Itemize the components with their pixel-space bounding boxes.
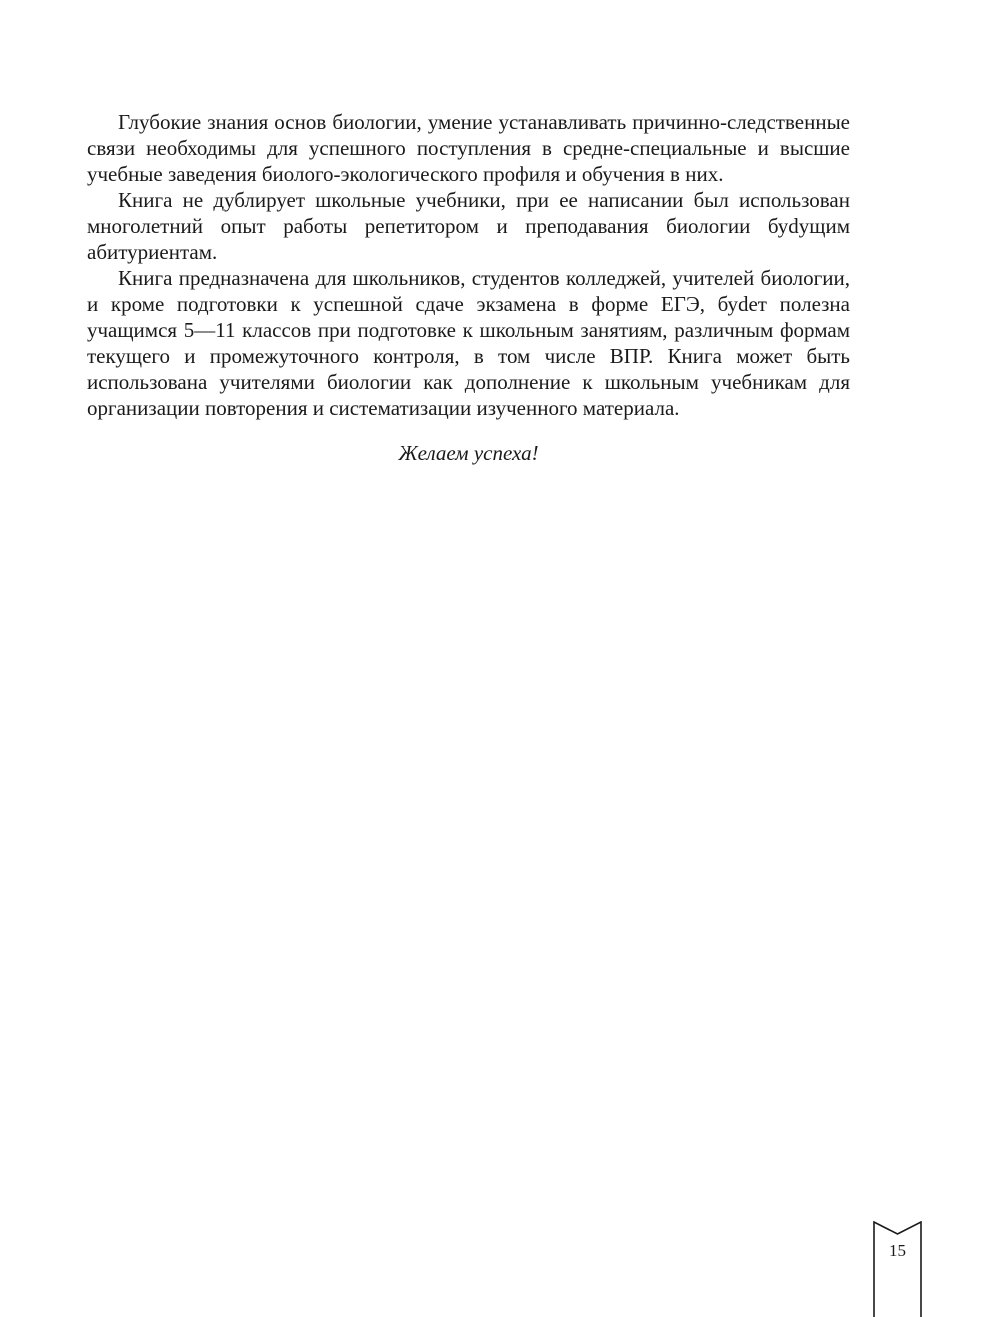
page-number-tab bbox=[873, 1221, 922, 1317]
paragraph-intro: Глубокие знания основ биологии, умение устанавливать причинно-следственные связи необходимы для успешного поступления в средне-специальные и высшие учебные заведения биолого-экологического профиля и обучения в них. bbox=[87, 110, 850, 186]
page-tab-outline bbox=[873, 1221, 922, 1317]
closing-wish: Желаем успеха! bbox=[398, 441, 539, 465]
paragraph-audience: Книга предназначена для школьников, студентов колледжей, учителей биологии, и кроме подготовки к успешной сдаче экзамена в форме ЕГЭ, буdет полезна учащимся 5—11 классов при подготовке к школьным занятиям, различным формам текущего и промежуточного контроля, в том числе ВПР. Книга может быть использована учителями биологии как дополнение к школьным учебникам для организации повторения и систематизации изученного материала. bbox=[87, 266, 850, 420]
page-body bbox=[87, 109, 850, 466]
paragraph-book-purpose: Книга не дублирует школьные учебники, при ее написании был использован многолетний опыт работы репетитором и преподавания биологии буdущим абитуриентам. bbox=[87, 188, 850, 264]
page-number: 15 bbox=[889, 1241, 906, 1260]
